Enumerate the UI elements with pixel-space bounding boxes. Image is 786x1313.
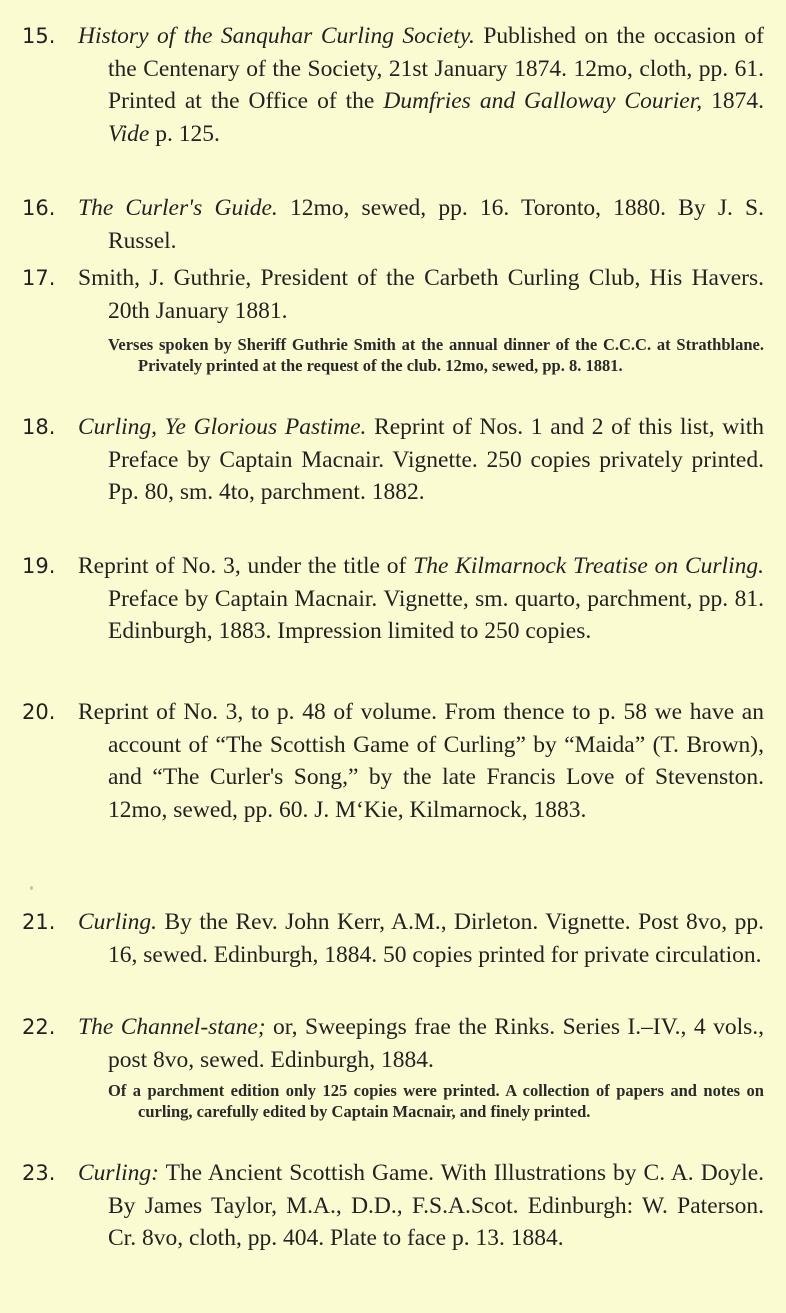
entry-22 bbox=[22, 1011, 764, 1076]
entry-text bbox=[78, 1157, 764, 1255]
entry-title: Curling. bbox=[78, 909, 158, 935]
entry-title: The Channel-stane; bbox=[78, 1014, 266, 1040]
entry-number: 16. bbox=[22, 196, 56, 220]
entry-segment: 12mo, sewed, pp. 16. Toronto, 1880. By J. S. Russel. bbox=[108, 195, 764, 254]
entry-text bbox=[78, 20, 764, 150]
entry-segment: or, Sweepings frae the Rinks. Series I.–IV., 4 vols., post 8vo, sewed. Edinburgh, 1884. bbox=[108, 1014, 764, 1073]
entry-text bbox=[78, 262, 764, 327]
entry-title: The Kilmarnock Treatise on Curling. bbox=[413, 553, 764, 579]
entry-segment: 1874. bbox=[702, 88, 764, 115]
entry-note: Verses spoken by Sheriff Guthrie Smith at the annual dinner of the C.C.C. at Strathblane. Privately printed at the request of the club. 12mo, sewed, pp. 8. 1881. bbox=[108, 335, 764, 375]
entry-title: Curling, Ye Glorious Pastime. bbox=[78, 414, 367, 440]
entry-text bbox=[78, 411, 764, 509]
entry-number: 19. bbox=[22, 554, 56, 578]
entry-segment-italic: Vide bbox=[108, 120, 150, 147]
entry-20 bbox=[22, 696, 764, 826]
entry-segment: Preface by Captain Macnair. Vignette, sm. quarto, parchment, pp. 81. Edinburgh, 1883. Impression limited to 250 copies. bbox=[108, 585, 764, 645]
entry-segment: Smith, J. Guthrie, President of the Carbeth Curling Club, His Havers. 20th January 1881. bbox=[78, 265, 764, 324]
entry-segment: p. 125. bbox=[149, 120, 220, 147]
entry-text bbox=[78, 192, 764, 257]
entry-21 bbox=[22, 906, 764, 971]
entry-22-note-block bbox=[22, 1080, 764, 1122]
entry-number: 22. bbox=[22, 1015, 56, 1039]
entry-segment: Reprint of Nos. 1 and 2 of this list, with Preface by Captain Macnair. Vignette. 250 copies privately printed. Pp. 80, sm. 4to, parchment. 1882. bbox=[108, 414, 765, 506]
entry-title: History of the Sanquhar Curling Society. bbox=[78, 23, 475, 49]
entry-segment: The Ancient Scottish Game. With Illustrations by C. A. Doyle. By James Taylor, M.A., D.D., F.S.A.Scot. Edinburgh: W. Paterson. Cr. 8vo, cloth, pp. 404. Plate to face p. 13. 1884. bbox=[108, 1160, 764, 1252]
entry-15 bbox=[22, 20, 764, 150]
entry-number: 18. bbox=[22, 415, 56, 439]
entry-number: 23. bbox=[22, 1161, 56, 1185]
entry-title: Curling: bbox=[78, 1160, 159, 1186]
entry-23 bbox=[22, 1157, 764, 1255]
entry-17-note-block bbox=[22, 334, 764, 376]
paper-speck bbox=[30, 886, 33, 890]
entry-segment-italic: Dumfries and Galloway Courier, bbox=[383, 88, 703, 115]
entry-17 bbox=[22, 262, 764, 327]
entry-segment: By the Rev. John Kerr, A.M., Dirleton. Vignette. Post 8vo, pp. 16, sewed. Edinburgh, 1884. 50 copies printed for private circulation. bbox=[108, 909, 764, 968]
entry-note: Of a parchment edition only 125 copies were printed. A collection of papers and notes on curling, carefully edited by Captain Macnair, and finely printed. bbox=[108, 1081, 764, 1121]
entry-segment: Reprint of No. 3, to p. 48 of volume. From thence to p. 58 we have an account of “The Scottish Game of Curling” by “Maida” (T. Brown), and “The Curler's Song,” by the late Francis Love of Stevenston. 12mo, sewed, pp. 60. J. M‘Kie, Kilmarnock, 1883. bbox=[78, 699, 764, 823]
entry-text bbox=[78, 696, 764, 826]
entry-18 bbox=[22, 411, 764, 509]
entry-text bbox=[78, 906, 764, 971]
entry-title: The Curler's Guide. bbox=[78, 195, 278, 221]
entry-number: 17. bbox=[22, 266, 56, 290]
entry-16 bbox=[22, 192, 764, 257]
entry-19 bbox=[22, 550, 764, 648]
entry-number: 20. bbox=[22, 700, 56, 724]
entry-number: 21. bbox=[22, 910, 56, 934]
entry-text bbox=[78, 1011, 764, 1076]
entry-number: 15. bbox=[22, 24, 56, 48]
entry-text bbox=[78, 550, 764, 648]
entry-segment: Reprint of No. 3, under the title of bbox=[78, 553, 414, 579]
entry-segment: Published on the occasion of the Centenary of the Society, 21st January 1874. 12mo, cloth, pp. 61. Printed at the Office of the bbox=[108, 23, 764, 115]
